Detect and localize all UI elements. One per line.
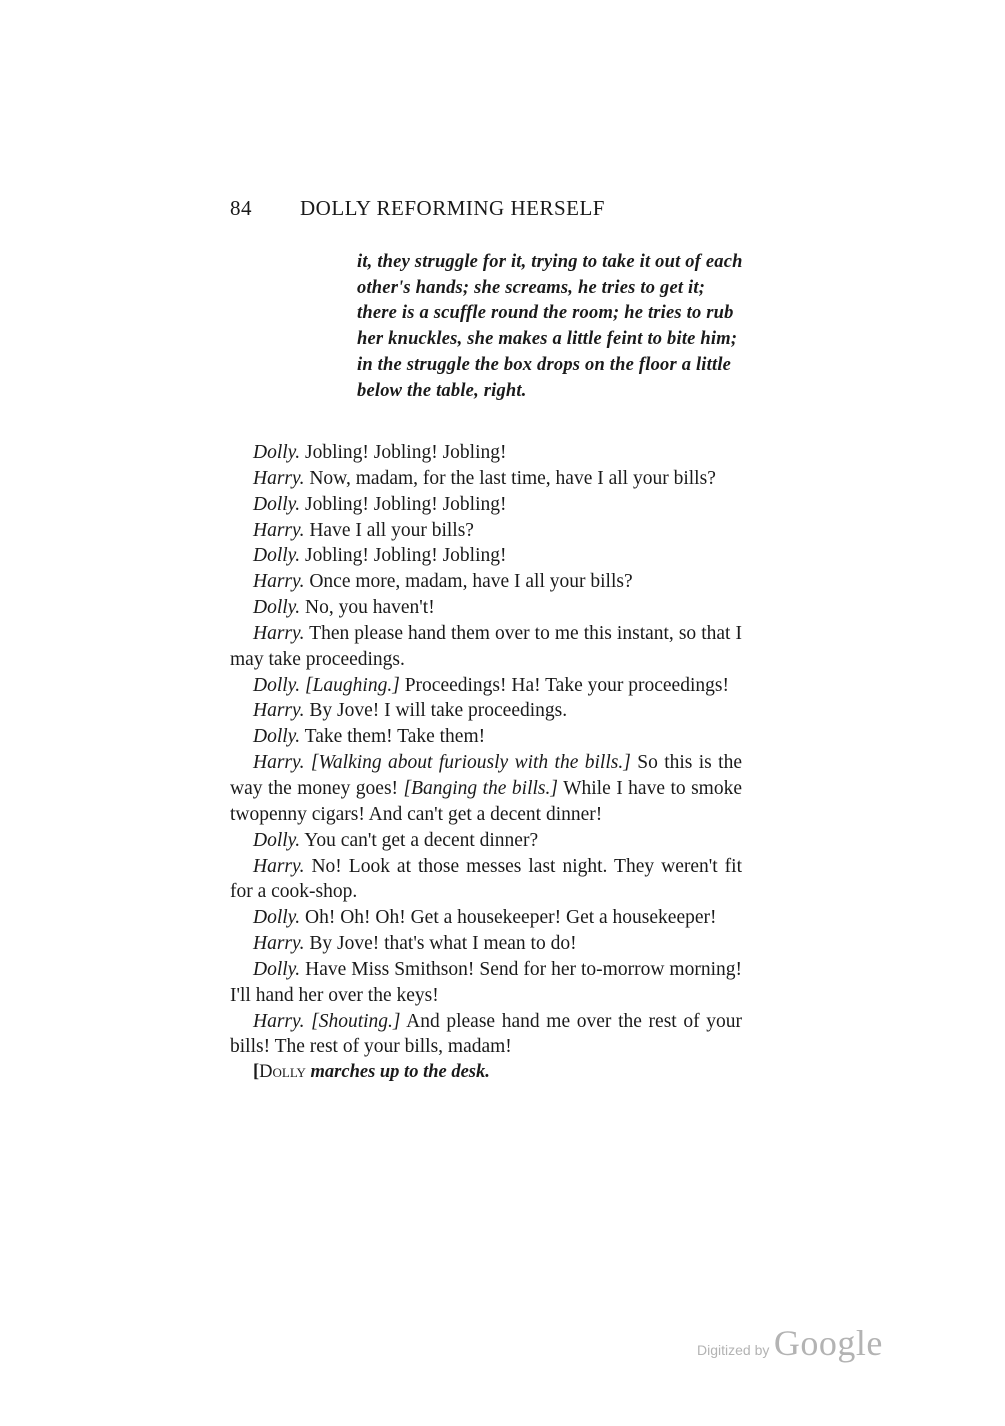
speaker: Harry. (253, 700, 305, 722)
inline-direction: [Walking about furiously with the bills.] (310, 752, 631, 774)
speech: So this is the way the money goes! (230, 752, 742, 799)
speech: Oh! Oh! Oh! Get a housekeeper! Get a housekeeper! (305, 907, 717, 929)
bracket: [ (253, 1062, 260, 1083)
speaker: Harry. (253, 1010, 305, 1032)
page-number: 84 (230, 196, 252, 220)
dialogue-line (230, 673, 742, 699)
exit-direction (230, 1060, 742, 1086)
speech: No, you haven't! (305, 597, 435, 619)
exit-action: marches up to the desk. (310, 1062, 490, 1083)
speech: Now, madam, for the last time, have I all your bills? (309, 467, 716, 489)
dialogue-line (230, 492, 742, 518)
digitized-watermark (697, 1322, 883, 1364)
speaker: Dolly. (253, 545, 301, 567)
speech: Jobling! Jobling! Jobling! (305, 545, 507, 567)
speaker: Harry. (253, 467, 305, 489)
dialogue (230, 440, 742, 1086)
speaker: Dolly. (253, 907, 301, 929)
dialogue-line (230, 750, 742, 828)
speech: You can't get a decent dinner? (304, 829, 539, 851)
dialogue-line (230, 621, 742, 673)
speaker: Dolly. (253, 726, 301, 748)
page-header (230, 196, 605, 221)
dialogue-line (230, 957, 742, 1009)
speech: Then please hand them over to me this instant, so that I may take proceedings. (230, 622, 742, 670)
inline-direction: [Laughing.] (305, 674, 400, 696)
speech: By Jove! that's what I mean to do! (309, 933, 577, 955)
speaker: Dolly. (253, 829, 301, 851)
dialogue-line (230, 698, 742, 724)
speaker: Harry. (253, 622, 305, 644)
speech: No! Look at those messes last night. They weren't fit for a cook-shop. (230, 855, 742, 903)
dialogue-line (230, 828, 742, 854)
speech: Jobling! Jobling! Jobling! (305, 442, 507, 463)
running-title: DOLLY REFORMING HERSELF (300, 196, 605, 220)
speech: By Jove! I will take proceedings. (309, 700, 568, 722)
inline-direction: [Banging the bills.] (403, 777, 558, 799)
dialogue-line (230, 931, 742, 957)
speaker: Harry. (253, 519, 305, 541)
dialogue-line (230, 854, 742, 906)
speaker: Dolly. (253, 597, 301, 619)
dialogue-line (230, 569, 742, 595)
speaker: Harry. (253, 855, 305, 877)
dialogue-line (230, 1009, 742, 1061)
speech: Jobling! Jobling! Jobling! (305, 493, 507, 515)
speech: And please hand me over the rest of your bills! The rest of your bills, madam! (230, 1010, 742, 1058)
speech: Take them! Take them! (304, 726, 486, 748)
google-logo: Google (773, 1323, 883, 1363)
dialogue-line (230, 905, 742, 931)
speaker: Dolly. (253, 442, 301, 463)
speaker: Dolly. (253, 674, 301, 696)
stage-direction: it, they struggle for it, trying to take it out of each other's hands; she screams, he tries to get it; there is a scuffle round the room; he tries to rub her knuckles, she makes a little feint to bite him; in the struggle the box drops on the floor a little below the table, right. (357, 252, 743, 401)
speaker: Harry. (253, 571, 305, 593)
speaker: Harry. (253, 752, 305, 774)
speech: Proceedings! Ha! Take your proceedings! (404, 674, 729, 696)
speaker: Dolly. (253, 493, 301, 515)
speech: Have Miss Smithson! Send for her to-morrow morning! I'll hand her over the keys! (230, 958, 742, 1006)
speaker: Dolly. (253, 958, 301, 980)
inline-direction: [Shouting.] (311, 1010, 401, 1032)
dialogue-line (230, 543, 742, 569)
speech: Have I all your bills? (309, 519, 474, 541)
speech: While I have to smoke twopenny cigars! And can't get a decent dinner! (230, 777, 743, 825)
dialogue-line (230, 518, 742, 544)
speech: Once more, madam, have I all your bills? (309, 571, 633, 593)
dialogue-line (230, 595, 742, 621)
dialogue-line (230, 724, 742, 750)
character-name: Dolly (259, 1062, 306, 1083)
watermark-prefix: Digitized by (697, 1342, 770, 1358)
dialogue-line (230, 440, 742, 466)
speaker: Harry. (253, 933, 305, 955)
dialogue-line (230, 466, 742, 492)
